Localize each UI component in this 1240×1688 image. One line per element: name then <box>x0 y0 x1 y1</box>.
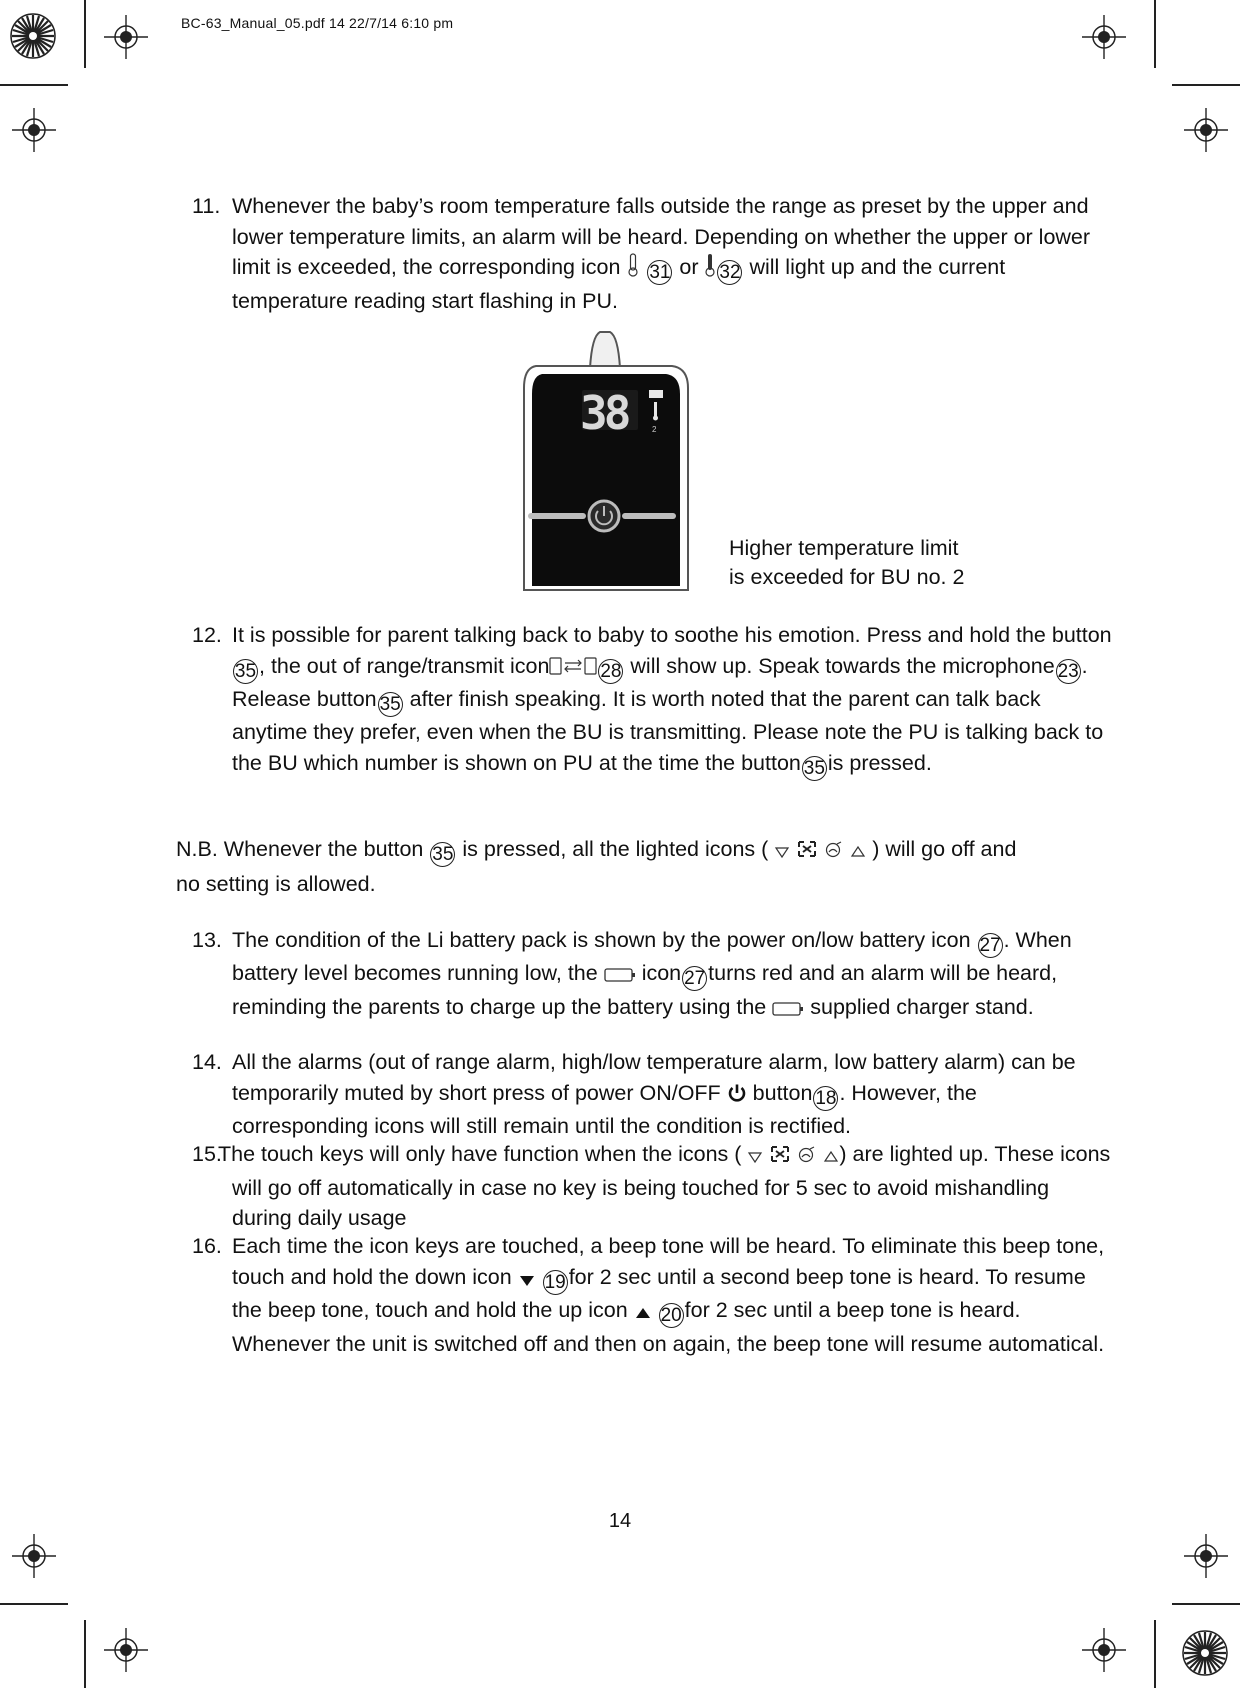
crop-line-bottom-left-v <box>84 1620 86 1688</box>
item-number: 15. <box>192 1142 222 1166</box>
display-digits: 38 <box>580 386 628 440</box>
link-icon <box>796 836 818 868</box>
crosshair-mark-top-left <box>104 15 148 59</box>
crosshair-mark-left-upper <box>12 108 56 152</box>
thermometer-high-icon <box>626 253 640 286</box>
callout-35: 35 <box>803 757 825 779</box>
crosshair-mark-bottom-left <box>104 1628 148 1672</box>
callout-31: 31 <box>649 262 671 283</box>
down-arrow-icon <box>518 1265 536 1296</box>
bu-number: 2 <box>652 425 657 434</box>
crosshair-mark-left-lower <box>12 1534 56 1578</box>
callout-27: 27 <box>684 968 706 989</box>
crop-line-bottom-right-h <box>1172 1603 1240 1605</box>
callout-27: 27 <box>979 935 1001 956</box>
crop-line-top-right-h <box>1172 84 1240 86</box>
page-number: 14 <box>608 1510 632 1532</box>
nb-note: N.B. Whenever the button 35 is pressed, all the lighted icons ( ) will go off and no setting is allowed. <box>176 837 1017 896</box>
up-triangle-icon <box>850 836 866 868</box>
left-light-bar <box>528 513 586 519</box>
battery-indicator-icon <box>649 390 663 398</box>
parent-unit-illustration <box>518 328 690 594</box>
item-number: 11. <box>192 194 221 218</box>
crop-line-bottom-left-h <box>0 1603 68 1605</box>
thermometer-lit-icon <box>654 402 657 416</box>
crop-line-top-left-v <box>84 0 86 68</box>
down-triangle-icon <box>774 836 790 868</box>
registration-wheel-top-left <box>10 13 56 59</box>
item-number: 14. <box>192 1050 222 1074</box>
crop-line-top-right-v <box>1154 0 1156 68</box>
power-icon <box>727 1081 747 1112</box>
item-number: 13. <box>192 928 222 952</box>
down-triangle-icon <box>747 1142 763 1173</box>
item-number: 12. <box>192 623 222 647</box>
crosshair-mark-right-upper <box>1184 108 1228 152</box>
callout-18: 18 <box>815 1087 837 1109</box>
item-16: 16. Each time the icon keys are touched, a beep tone will be heard. To eliminate this beep tone, touch and hold the down icon 19 for 2 sec until a second beep tone is heard. To resume the beep tone, touch and hold the up icon 20 for 2 sec until a beep tone is heard. Whenever the unit is switched off and then on again, the beep tone will resume automatical. <box>192 1231 1112 1359</box>
item-15: 15.The touch keys will only have function when the icons ( ) are lighted up. These icons will go off automatically in case no key is being touched for 5 sec to avoid mishandling during daily usage <box>192 1139 1112 1234</box>
registration-wheel-bottom-right <box>1182 1630 1228 1676</box>
callout-23: 23 <box>1057 660 1079 682</box>
link-icon <box>769 1142 791 1173</box>
callout-35: 35 <box>432 844 454 865</box>
callout-20: 20 <box>660 1305 682 1326</box>
callout-32: 32 <box>719 262 741 283</box>
battery-icon <box>772 995 804 1026</box>
thermometer-low-icon <box>704 253 716 286</box>
item-12: 12. It is possible for parent talking back to baby to soothe his emotion. Press and hold the button35 , the out of range/transmit icon 28 will show up. Speak towards the microphone 23 . Release button 35 after finish speaking. It is worth noted that the parent can talk back anytime they prefer, even when the BU is transmitting. Please note the PU is talking back to the BU which number is shown on PU at the time the button 35 is pressed. <box>192 620 1112 781</box>
callout-35: 35 <box>234 660 257 682</box>
item-13: 13. The condition of the Li battery pack is shown by the power on/low battery icon 27 . When battery level becomes running low, the icon 27 turns red and an alarm will be heard, reminding the parents to charge up the battery using the supplied charger stand. <box>192 925 1112 1025</box>
battery-icon <box>604 961 636 992</box>
lullaby-icon <box>824 836 844 868</box>
lullaby-icon <box>797 1142 817 1173</box>
crosshair-mark-bottom-right <box>1082 1628 1126 1672</box>
print-slug: BC-63_Manual_05.pdf 14 22/7/14 6:10 pm <box>181 15 454 31</box>
crop-line-bottom-right-v <box>1154 1620 1156 1688</box>
transmit-icon <box>549 654 597 685</box>
callout-19: 19 <box>544 1271 566 1293</box>
crosshair-mark-top-right <box>1082 15 1126 59</box>
right-light-bar <box>622 513 676 519</box>
figure-caption: Higher temperature limit is exceeded for BU no. 2 <box>729 536 965 589</box>
crosshair-mark-right-lower <box>1184 1534 1228 1578</box>
callout-35: 35 <box>379 694 401 715</box>
item-number: 16. <box>192 1234 222 1258</box>
crop-line-top-left-h <box>0 84 68 86</box>
item-11: 11. Whenever the baby’s room temperature falls outside the range as preset by the upper and lower temperature limits, an alarm will be heard. Depending on whether the upper or lower limit is exceeded, the corresponding icon 31 or 32 will light up and the current temperature reading start flashing in PU. <box>192 191 1112 316</box>
up-triangle-icon <box>823 1142 839 1173</box>
callout-28: 28 <box>600 660 622 682</box>
up-arrow-icon <box>634 1298 652 1329</box>
item-14: 14. All the alarms (out of range alarm, high/low temperature alarm, low battery alarm) can be temporarily muted by short press of power ON/OFF button 18 . However, the corresponding icons will still remain until the condition is rectified. <box>192 1047 1112 1142</box>
